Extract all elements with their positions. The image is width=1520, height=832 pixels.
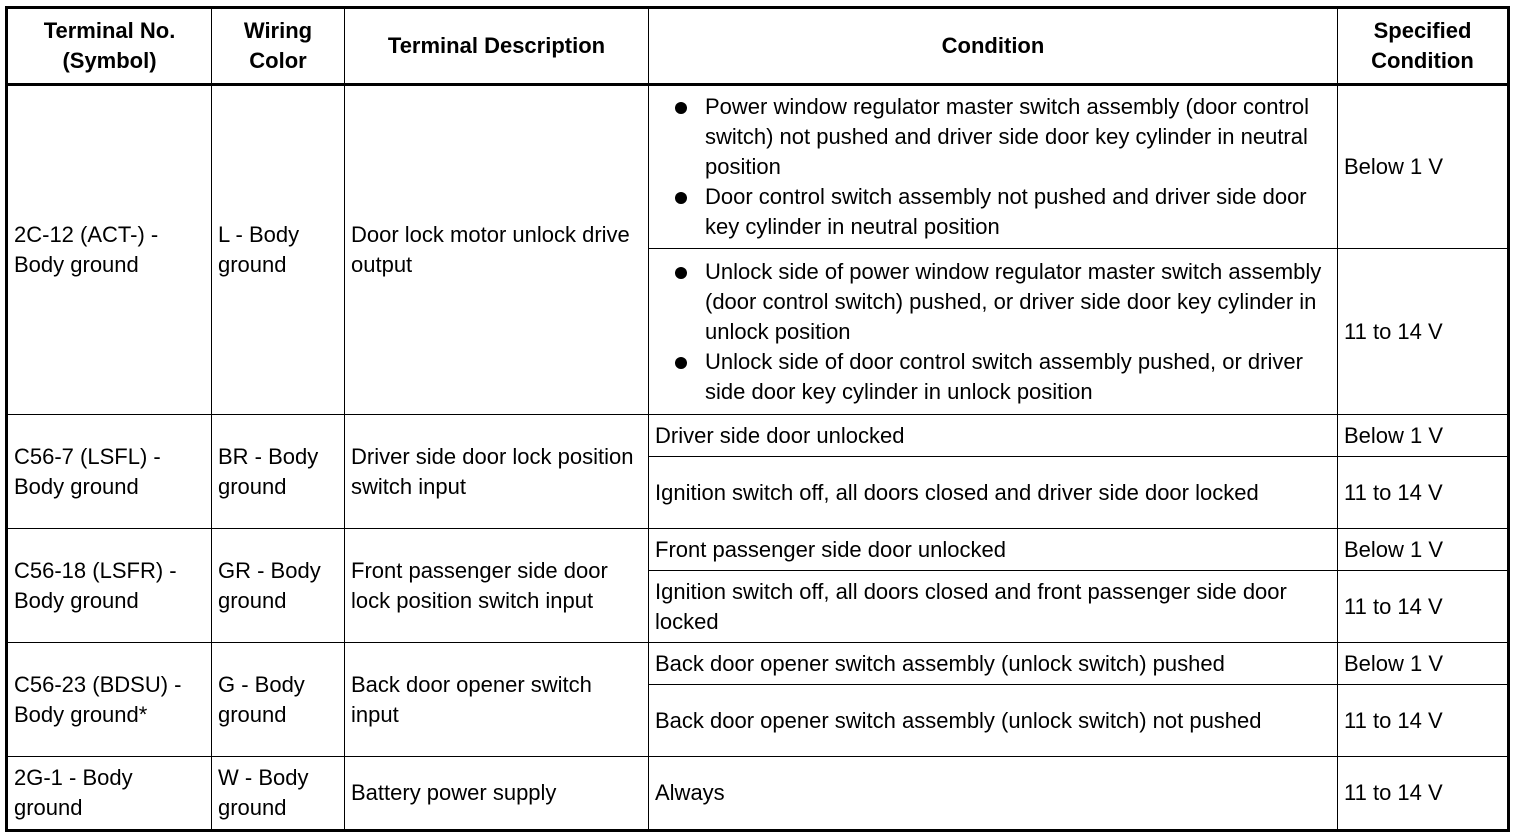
condition-cell: Front passenger side door unlocked — [649, 529, 1338, 571]
spec-cell: Below 1 V — [1338, 85, 1509, 249]
spec-cell: Below 1 V — [1338, 415, 1509, 457]
condition-cell: Back door opener switch assembly (unlock switch) not pushed — [649, 685, 1338, 757]
wiring-cell: GR - Body ground — [212, 529, 345, 643]
condition-cell: Driver side door unlocked — [649, 415, 1338, 457]
description-cell: Battery power supply — [345, 757, 649, 831]
condition-cell: Always — [649, 757, 1338, 831]
wiring-cell: BR - Body ground — [212, 415, 345, 529]
condition-bullet: Unlock side of door control switch assembly pushed, or driver side door key cylinder in unlock position — [655, 347, 1331, 407]
description-cell: Driver side door lock position switch input — [345, 415, 649, 529]
condition-bullet-list — [655, 92, 1331, 242]
spec-cell: 11 to 14 V — [1338, 685, 1509, 757]
condition-bullet: Unlock side of power window regulator master switch assembly (door control switch) pushed, or driver side door key cylinder in unlock position — [655, 257, 1331, 347]
spec-cell: Below 1 V — [1338, 643, 1509, 685]
wiring-cell: W - Body ground — [212, 757, 345, 831]
table-row — [7, 529, 1509, 571]
header-specified — [1338, 8, 1509, 85]
header-specified-line2: Condition — [1371, 48, 1474, 73]
description-cell: Back door opener switch input — [345, 643, 649, 757]
table-row — [7, 757, 1509, 831]
description-cell: Front passenger side door lock position switch input — [345, 529, 649, 643]
header-specified-line1: Specified — [1373, 18, 1472, 43]
spec-cell: Below 1 V — [1338, 529, 1509, 571]
terminal-cell: C56-23 (BDSU) - Body ground* — [7, 643, 212, 757]
condition-cell: Back door opener switch assembly (unlock switch) pushed — [649, 643, 1338, 685]
header-terminal-line1: Terminal No. — [43, 18, 176, 43]
header-description: Terminal Description — [345, 8, 649, 85]
condition-cell — [649, 249, 1338, 415]
spec-cell: 11 to 14 V — [1338, 249, 1509, 415]
description-cell: Door lock motor unlock drive output — [345, 85, 649, 415]
header-wiring-line1: Wiring — [243, 18, 313, 43]
header-condition: Condition — [649, 8, 1338, 85]
wiring-cell: L - Body ground — [212, 85, 345, 415]
header-row — [7, 8, 1509, 85]
terminal-cell: C56-7 (LSFL) - Body ground — [7, 415, 212, 529]
table-row — [7, 415, 1509, 457]
wiring-cell: G - Body ground — [212, 643, 345, 757]
spec-cell: 11 to 14 V — [1338, 571, 1509, 643]
header-terminal — [7, 8, 212, 85]
condition-bullet: Door control switch assembly not pushed and driver side door key cylinder in neutral position — [655, 182, 1331, 242]
terminal-cell: 2G-1 - Body ground — [7, 757, 212, 831]
header-terminal-line2: (Symbol) — [62, 48, 157, 73]
condition-cell: Ignition switch off, all doors closed and front passenger side door locked — [649, 571, 1338, 643]
terminal-spec-table — [5, 6, 1510, 832]
header-wiring — [212, 8, 345, 85]
terminal-cell: C56-18 (LSFR) - Body ground — [7, 529, 212, 643]
condition-bullet: Power window regulator master switch assembly (door control switch) not pushed and driver side door key cylinder in neutral position — [655, 92, 1331, 182]
table-row — [7, 85, 1509, 249]
condition-cell — [649, 85, 1338, 249]
header-wiring-line2: Color — [249, 48, 307, 73]
terminal-cell: 2C-12 (ACT-) - Body ground — [7, 85, 212, 415]
spec-cell: 11 to 14 V — [1338, 457, 1509, 529]
condition-cell: Ignition switch off, all doors closed and driver side door locked — [649, 457, 1338, 529]
table-row — [7, 643, 1509, 685]
spec-cell: 11 to 14 V — [1338, 757, 1509, 831]
condition-bullet-list — [655, 257, 1331, 407]
